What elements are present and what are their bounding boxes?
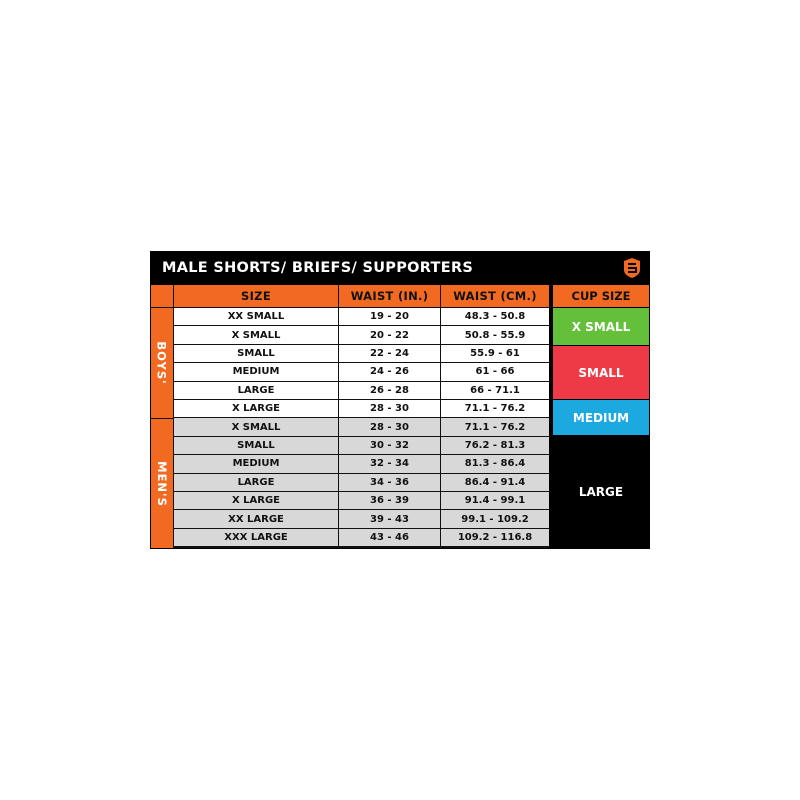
boys-group-label <box>151 308 173 418</box>
waist-cm-cell: 71.1 - 76.2 <box>441 400 549 417</box>
waist-in-cell: 34 - 36 <box>339 474 440 491</box>
cup-size-header: CUP SIZE <box>553 285 649 307</box>
waist-in-cell: 28 - 30 <box>339 418 440 435</box>
size-cell: MEDIUM <box>174 363 338 380</box>
size-cell: LARGE <box>174 382 338 399</box>
corner-header <box>151 285 173 307</box>
waist-in-cell: 19 - 20 <box>339 308 440 325</box>
size-cell: SMALL <box>174 345 338 362</box>
size-cell: MEDIUM <box>174 455 338 472</box>
size-cell: XXX LARGE <box>174 529 338 546</box>
waist-cm-cell: 55.9 - 61 <box>441 345 549 362</box>
waist-cm-header: WAIST (CM.) <box>441 285 549 307</box>
waist-in-cell: 20 - 22 <box>339 326 440 343</box>
size-cell: SMALL <box>174 437 338 454</box>
waist-in-cell: 32 - 34 <box>339 455 440 472</box>
waist-in-cell: 22 - 24 <box>339 345 440 362</box>
cup-size-large: LARGE <box>553 436 649 548</box>
waist-in-cell: 36 - 39 <box>339 492 440 509</box>
cup-size-medium: MEDIUM <box>553 400 649 435</box>
size-chart <box>150 251 650 549</box>
waist-cm-cell: 50.8 - 55.9 <box>441 326 549 343</box>
brand-logo-icon <box>621 257 643 279</box>
size-cell: X SMALL <box>174 326 338 343</box>
chart-title: MALE SHORTS/ BRIEFS/ SUPPORTERS <box>162 260 474 276</box>
waist-in-cell: 28 - 30 <box>339 400 440 417</box>
chart-header <box>150 251 650 284</box>
waist-in-cell: 30 - 32 <box>339 437 440 454</box>
waist-cm-cell: 81.3 - 86.4 <box>441 455 549 472</box>
size-cell: X LARGE <box>174 492 338 509</box>
mens-label: MEN'S <box>155 460 170 507</box>
waist-cm-cell: 61 - 66 <box>441 363 549 380</box>
waist-cm-cell: 48.3 - 50.8 <box>441 308 549 325</box>
cup-size-x-small: X SMALL <box>553 308 649 345</box>
size-cell: LARGE <box>174 474 338 491</box>
waist-cm-cell: 66 - 71.1 <box>441 382 549 399</box>
mens-group-label <box>151 419 173 548</box>
size-header: SIZE <box>174 285 338 307</box>
waist-cm-cell: 99.1 - 109.2 <box>441 510 549 527</box>
waist-in-cell: 24 - 26 <box>339 363 440 380</box>
cup-size-small: SMALL <box>553 346 649 399</box>
size-table <box>151 285 549 548</box>
size-cell: XX SMALL <box>174 308 338 325</box>
waist-in-cell: 39 - 43 <box>339 510 440 527</box>
waist-cm-cell: 86.4 - 91.4 <box>441 474 549 491</box>
waist-cm-cell: 91.4 - 99.1 <box>441 492 549 509</box>
waist-in-cell: 26 - 28 <box>339 382 440 399</box>
waist-in-cell: 43 - 46 <box>339 529 440 546</box>
waist-in-header: WAIST (IN.) <box>339 285 440 307</box>
size-cell: X SMALL <box>174 418 338 435</box>
size-cell: XX LARGE <box>174 510 338 527</box>
waist-cm-cell: 71.1 - 76.2 <box>441 418 549 435</box>
boys-label: BOYS' <box>155 341 170 385</box>
waist-cm-cell: 109.2 - 116.8 <box>441 529 549 546</box>
waist-cm-cell: 76.2 - 81.3 <box>441 437 549 454</box>
size-cell: X LARGE <box>174 400 338 417</box>
